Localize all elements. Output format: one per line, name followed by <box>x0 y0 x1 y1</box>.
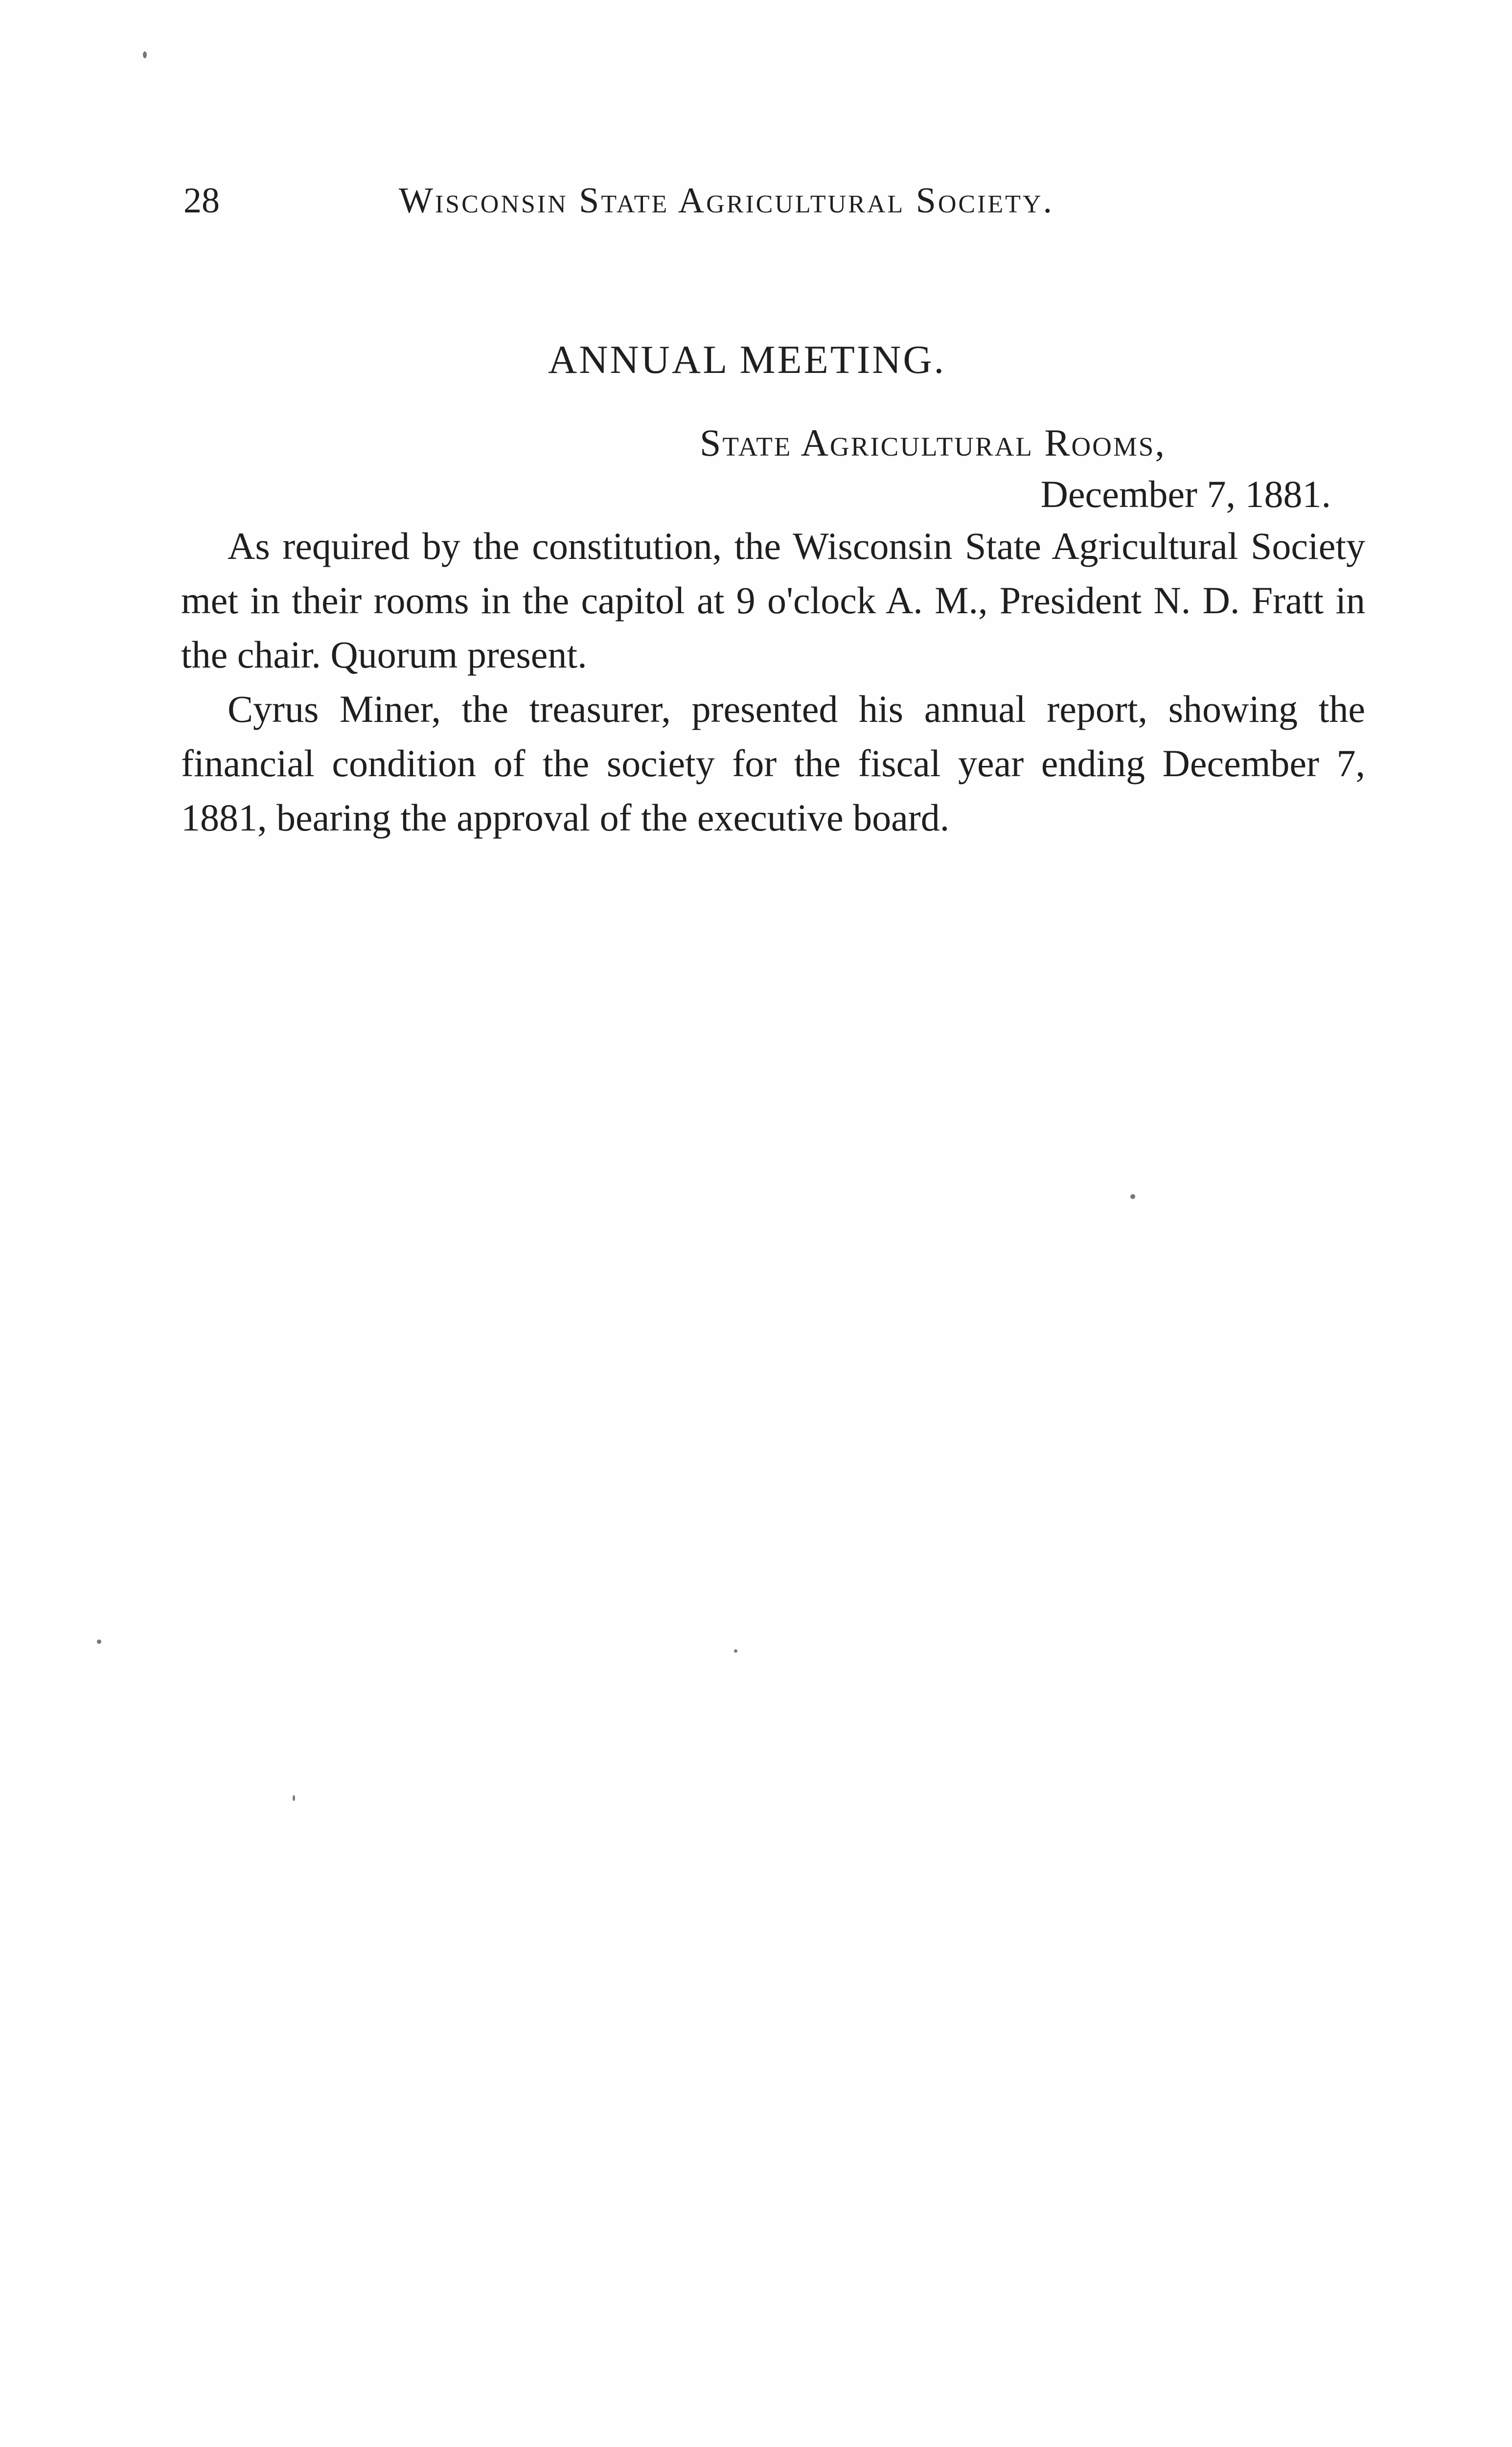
scan-speck <box>97 1639 101 1644</box>
page-header <box>183 174 1353 228</box>
scan-speck <box>1130 1194 1135 1199</box>
section-title: ANNUAL MEETING. <box>548 337 946 382</box>
scan-speck <box>293 1795 295 1801</box>
dateline-place: State Agricultural Rooms, <box>700 421 1166 464</box>
scan-speck <box>143 51 147 58</box>
paragraph-2: Cyrus Miner, the treasurer, presented his annual report, showing the financial condition of the society for the fiscal year ending December 7, 1881, bearing the approval of the executive board. <box>181 688 1365 839</box>
page-number: 28 <box>183 181 220 221</box>
paragraph-1: As required by the constitution, the Wisconsin State Agricultural Society met in their rooms in the capitol at 9 o'clock A. M., President N. D. Fratt in the chair. Quorum present. <box>181 525 1365 676</box>
dateline-date: December 7, 1881. <box>1040 473 1331 515</box>
running-head: Wisconsin State Agricultural Society. <box>399 181 1054 221</box>
body-text <box>181 519 1365 845</box>
scan-speck <box>734 1649 737 1653</box>
